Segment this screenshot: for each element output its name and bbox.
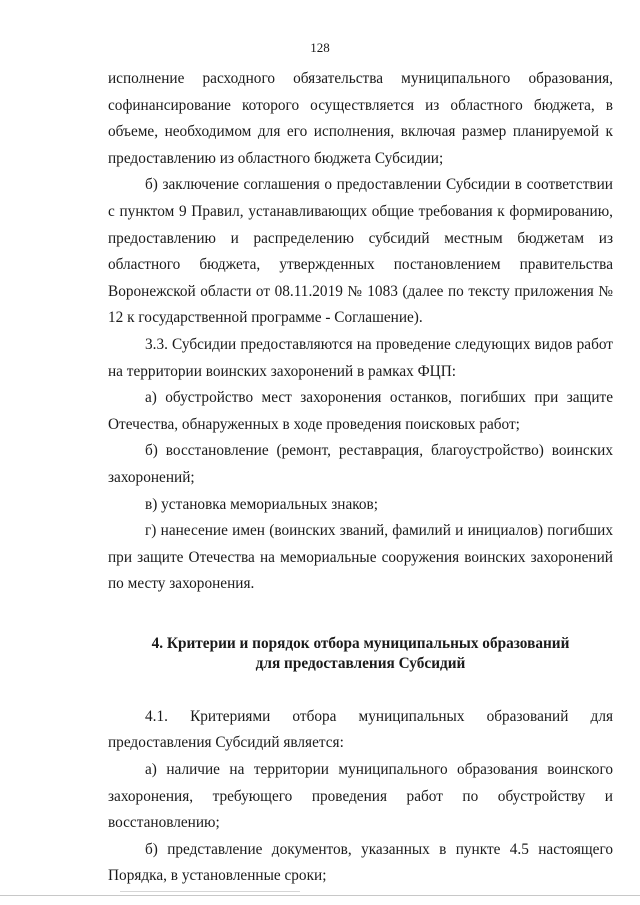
footer-divider-short — [120, 891, 300, 892]
section-heading-line1: 4. Критерии и порядок отбора муниципальных образований — [151, 634, 570, 652]
paragraph-group-bottom — [108, 704, 613, 890]
footer-divider — [0, 895, 640, 896]
paragraph-group-top — [108, 66, 613, 598]
paragraph: б) восстановление (ремонт, реставрация, благоустройство) воинских захоронений; — [108, 442, 613, 486]
paragraph: 3.3. Субсидии предоставляются на проведение следующих видов работ на территории воинских захоронений в рамках ФЦП: — [108, 335, 613, 380]
paragraph: а) наличие на территории муниципального образования воинского захоронения, требующего проведения работ по обустройству и восстановлению; — [108, 761, 613, 832]
document-body — [108, 66, 613, 890]
paragraph: в) установка мемориальных знаков; — [145, 495, 379, 513]
section-heading-line2: для предоставления Субсидий — [255, 654, 466, 672]
section-heading — [108, 634, 613, 674]
paragraph: б) заключение соглашения о предоставлении Субсидии в соответствии с пунктом 9 Правил, устанавливающих общие требования к формированию, предоставлению и распределению субсидий местным бюджетам из областного бюджета, утвержденных постановлением правительства Воронежской области от 08.11.2019 № 1083 (далее по тексту приложения № 12 к государственной программе - Соглашение). — [108, 176, 613, 327]
paragraph: г) нанесение имен (воинских званий, фамилий и инициалов) погибших при защите Отечества на мемориальные сооружения воинских захоронений по месту захоронения. — [108, 522, 613, 593]
paragraph: исполнение расходного обязательства муниципального образования, софинансирование которого осуществляется из областного бюджета, в объеме, необходимом для его исполнения, включая размер планируемой к предоставлению из областного бюджета Субсидии; — [108, 70, 613, 167]
paragraph: 4.1. Критериями отбора муниципальных образований для предоставления Субсидий является: — [108, 707, 613, 752]
paragraph: а) обустройство мест захоронения останков, погибших при защите Отечества, обнаруженных в ходе проведения поисковых работ; — [108, 389, 613, 433]
page-number: 128 — [310, 40, 330, 55]
paragraph: б) представление документов, указанных в пункте 4.5 настоящего Порядка, в установленные сроки; — [108, 840, 613, 885]
